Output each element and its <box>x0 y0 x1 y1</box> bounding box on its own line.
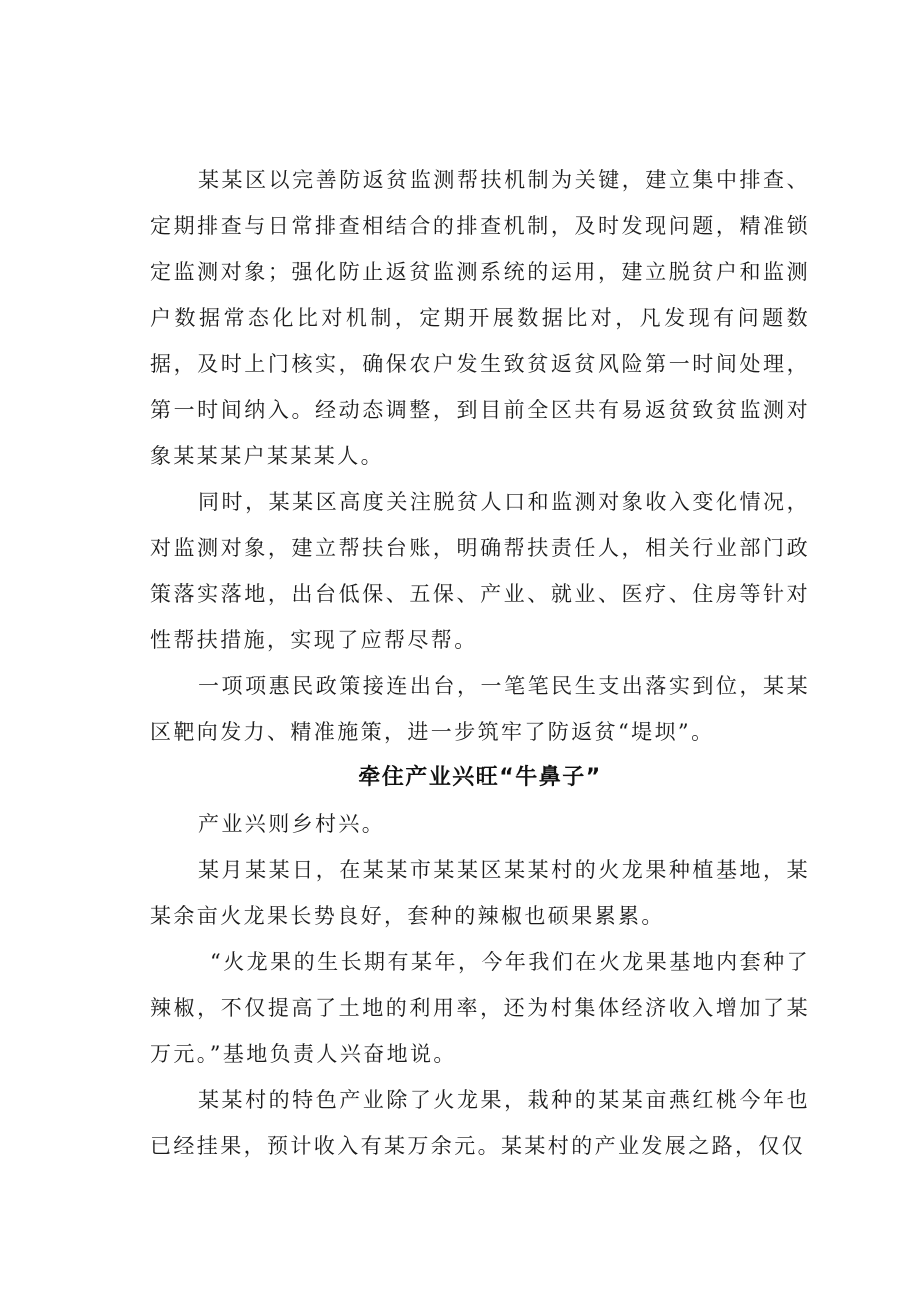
paragraph-dragon-fruit-base: 某月某某日，在某某市某某区某某村的火龙果种植基地，某某余亩火龙果长势良好，套种的辣椒也硕果累累。 <box>150 858 810 928</box>
document-body <box>150 157 810 1169</box>
paragraph-peach-industry: 某某村的特色产业除了火龙果，栽种的某某亩燕红桃今年也已经挂果，预计收入有某万余元。某某村的产业发展之路，仅仅 <box>150 1088 810 1158</box>
paragraph-policy-summary: 一项项惠民政策接连出台，一笔笔民生支出落实到位，某某区靶向发力、精准施策，进一步筑牢了防返贫“堤坝”。 <box>150 674 810 744</box>
paragraph-industry-intro: 产业兴则乡村兴。 <box>198 812 386 836</box>
paragraph-monitoring-mechanism: 某某区以完善防返贫监测帮扶机制为关键，建立集中排查、定期排查与日常排查相结合的排查机制，及时发现问题，精准锁定监测对象；强化防止返贫监测系统的运用，建立脱贫户和监测户数据常态化比对机制，定期开展数据比对，凡发现有问题数据，及时上门核实，确保农户发生致贫返贫风险第一时间处理，第一时间纳入。经动态调整，到目前全区共有易返贫致贫监测对象某某某户某某某人。 <box>150 168 810 468</box>
paragraph-income-tracking: 同时，某某区高度关注脱贫人口和监测对象收入变化情况，对监测对象，建立帮扶台账，明确帮扶责任人，相关行业部门政策落实落地，出台低保、五保、产业、就业、医疗、住房等针对性帮扶措施，实现了应帮尽帮。 <box>150 490 810 652</box>
section-heading: 牵住产业兴旺“牛鼻子” <box>358 765 602 790</box>
paragraph-quote: “火龙果的生长期有某年，今年我们在火龙果基地内套种了辣椒，不仅提高了土地的利用率，还为村集体经济收入增加了某万元。”基地负责人兴奋地说。 <box>150 950 810 1066</box>
